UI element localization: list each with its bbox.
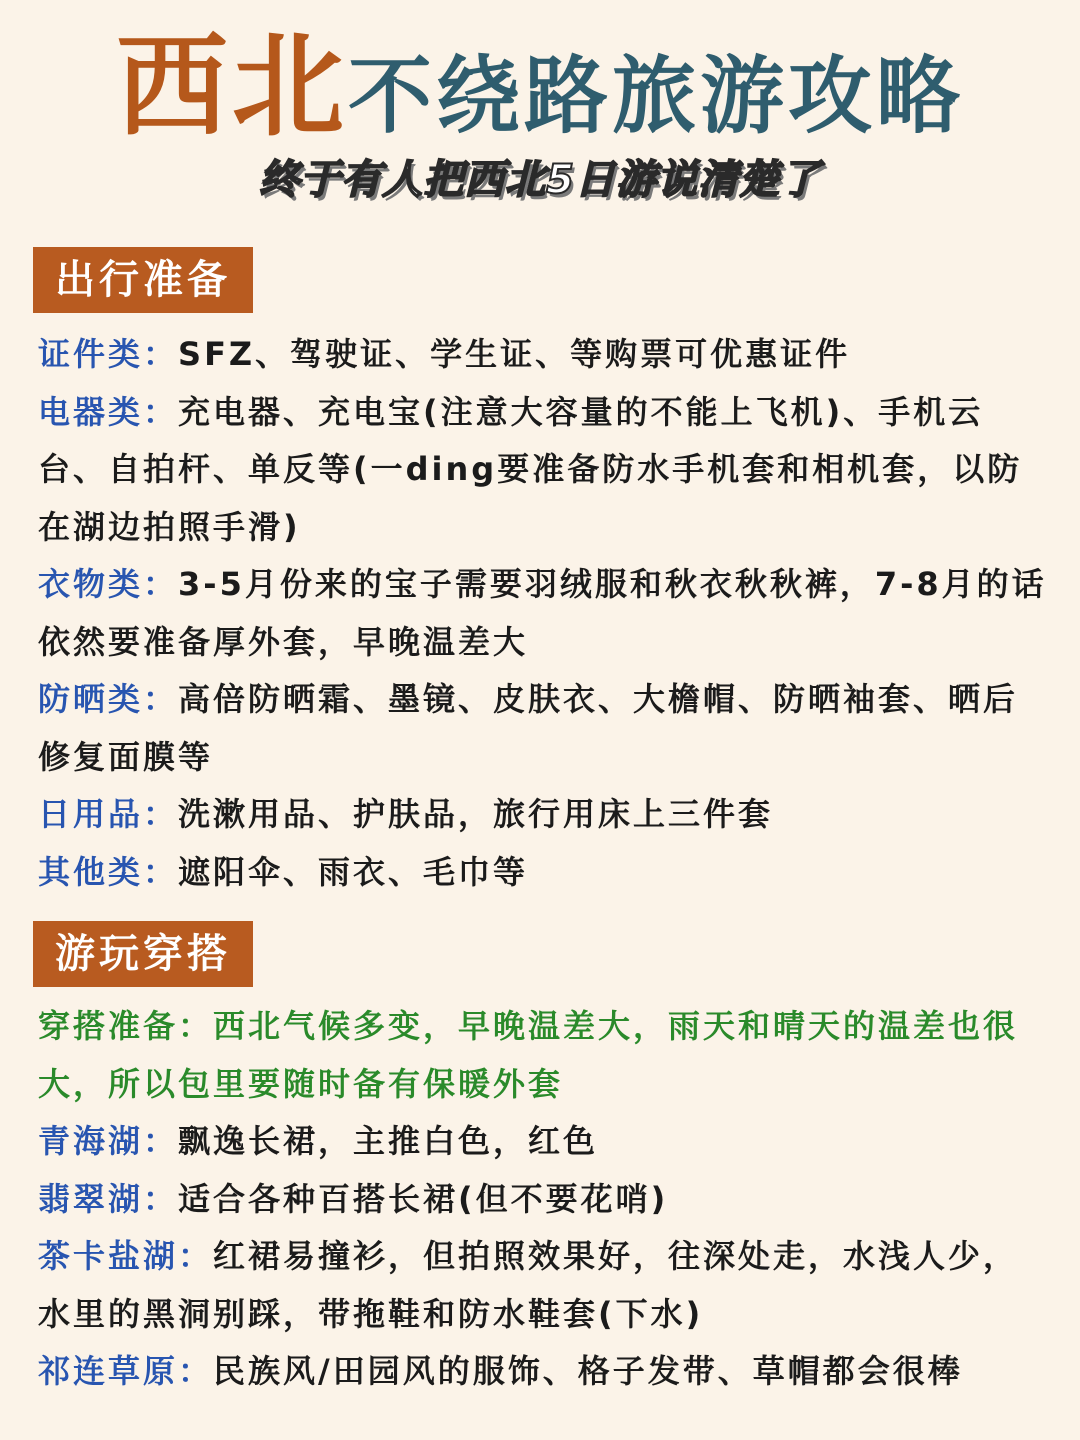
item-label: 日用品： bbox=[38, 795, 179, 833]
list-item-qinghai-lake bbox=[38, 1113, 1048, 1171]
item-label: 其他类： bbox=[38, 852, 179, 891]
page-subtitle: 终于有人把西北5日游说清楚了 bbox=[259, 157, 821, 203]
item-text: 红裙易撞衫，但拍照效果好，往深处走，水浅人少，水里的黑洞别踩，带拖鞋和防水鞋套(下水) bbox=[38, 1237, 1019, 1333]
item-text: 遮阳伞、雨衣、毛巾等 bbox=[178, 852, 529, 891]
item-text: 高倍防晒霜、墨镜、皮肤衣、大檐帽、防晒袖套、晒后修复面膜等 bbox=[38, 680, 1019, 776]
section-heading-outfits: 游玩穿搭 bbox=[33, 921, 253, 987]
item-text: 适合各种百搭长裙(但不要花哨) bbox=[178, 1179, 669, 1218]
page-title bbox=[0, 22, 1080, 161]
list-item-sun-protection bbox=[38, 671, 1048, 786]
item-text: 3-5月份来的宝子需要羽绒服和秋衣秋秋裤，7-8月的话依然要准备厚外套，早晚温差大 bbox=[38, 565, 1047, 661]
section-heading-preparation: 出行准备 bbox=[33, 247, 253, 313]
list-item-outfit-prep bbox=[38, 998, 1048, 1113]
item-label: 防晒类： bbox=[38, 680, 179, 718]
item-label: 电器类： bbox=[38, 392, 179, 431]
list-item-clothing bbox=[38, 556, 1048, 671]
title-part2: 不绕路旅游攻略 bbox=[347, 47, 964, 145]
list-item-documents bbox=[38, 326, 1048, 384]
item-text: 洗漱用品、护肤品，旅行用床上三件套 bbox=[178, 795, 774, 833]
outfit-list bbox=[38, 998, 1048, 1401]
title-part1: 西北 bbox=[115, 22, 348, 152]
preparation-list bbox=[38, 326, 1048, 901]
item-label: 青海湖： bbox=[38, 1122, 179, 1160]
item-label: 穿搭准备： bbox=[38, 1007, 214, 1045]
item-label: 衣物类： bbox=[38, 565, 179, 603]
list-item-daily-items bbox=[38, 786, 1048, 844]
item-label: 证件类： bbox=[38, 335, 179, 373]
item-label: 翡翠湖： bbox=[38, 1179, 179, 1218]
item-text: SFZ、驾驶证、学生证、等购票可优惠证件 bbox=[178, 335, 851, 373]
list-item-chaka-salt-lake bbox=[38, 1228, 1048, 1343]
item-label: 茶卡盐湖： bbox=[38, 1237, 214, 1275]
list-item-qilian-grassland bbox=[38, 1343, 1048, 1401]
item-text: 西北气候多变，早晚温差大，雨天和晴天的温差也很大，所以包里要随时备有保暖外套 bbox=[38, 1007, 1019, 1103]
item-text: 飘逸长裙，主推白色，红色 bbox=[178, 1122, 599, 1160]
list-item-emerald-lake bbox=[38, 1171, 1048, 1229]
list-item-electronics bbox=[38, 384, 1048, 557]
list-item-others bbox=[38, 844, 1048, 902]
item-text: 民族风/田园风的服饰、格子发带、草帽都会很棒 bbox=[213, 1352, 963, 1390]
item-label: 祁连草原： bbox=[38, 1352, 214, 1390]
item-text: 充电器、充电宝(注意大容量的不能上飞机)、手机云台、自拍杆、单反等(一ding要准备防水手机套和相机套，以防在湖边拍照手滑) bbox=[38, 392, 1023, 546]
